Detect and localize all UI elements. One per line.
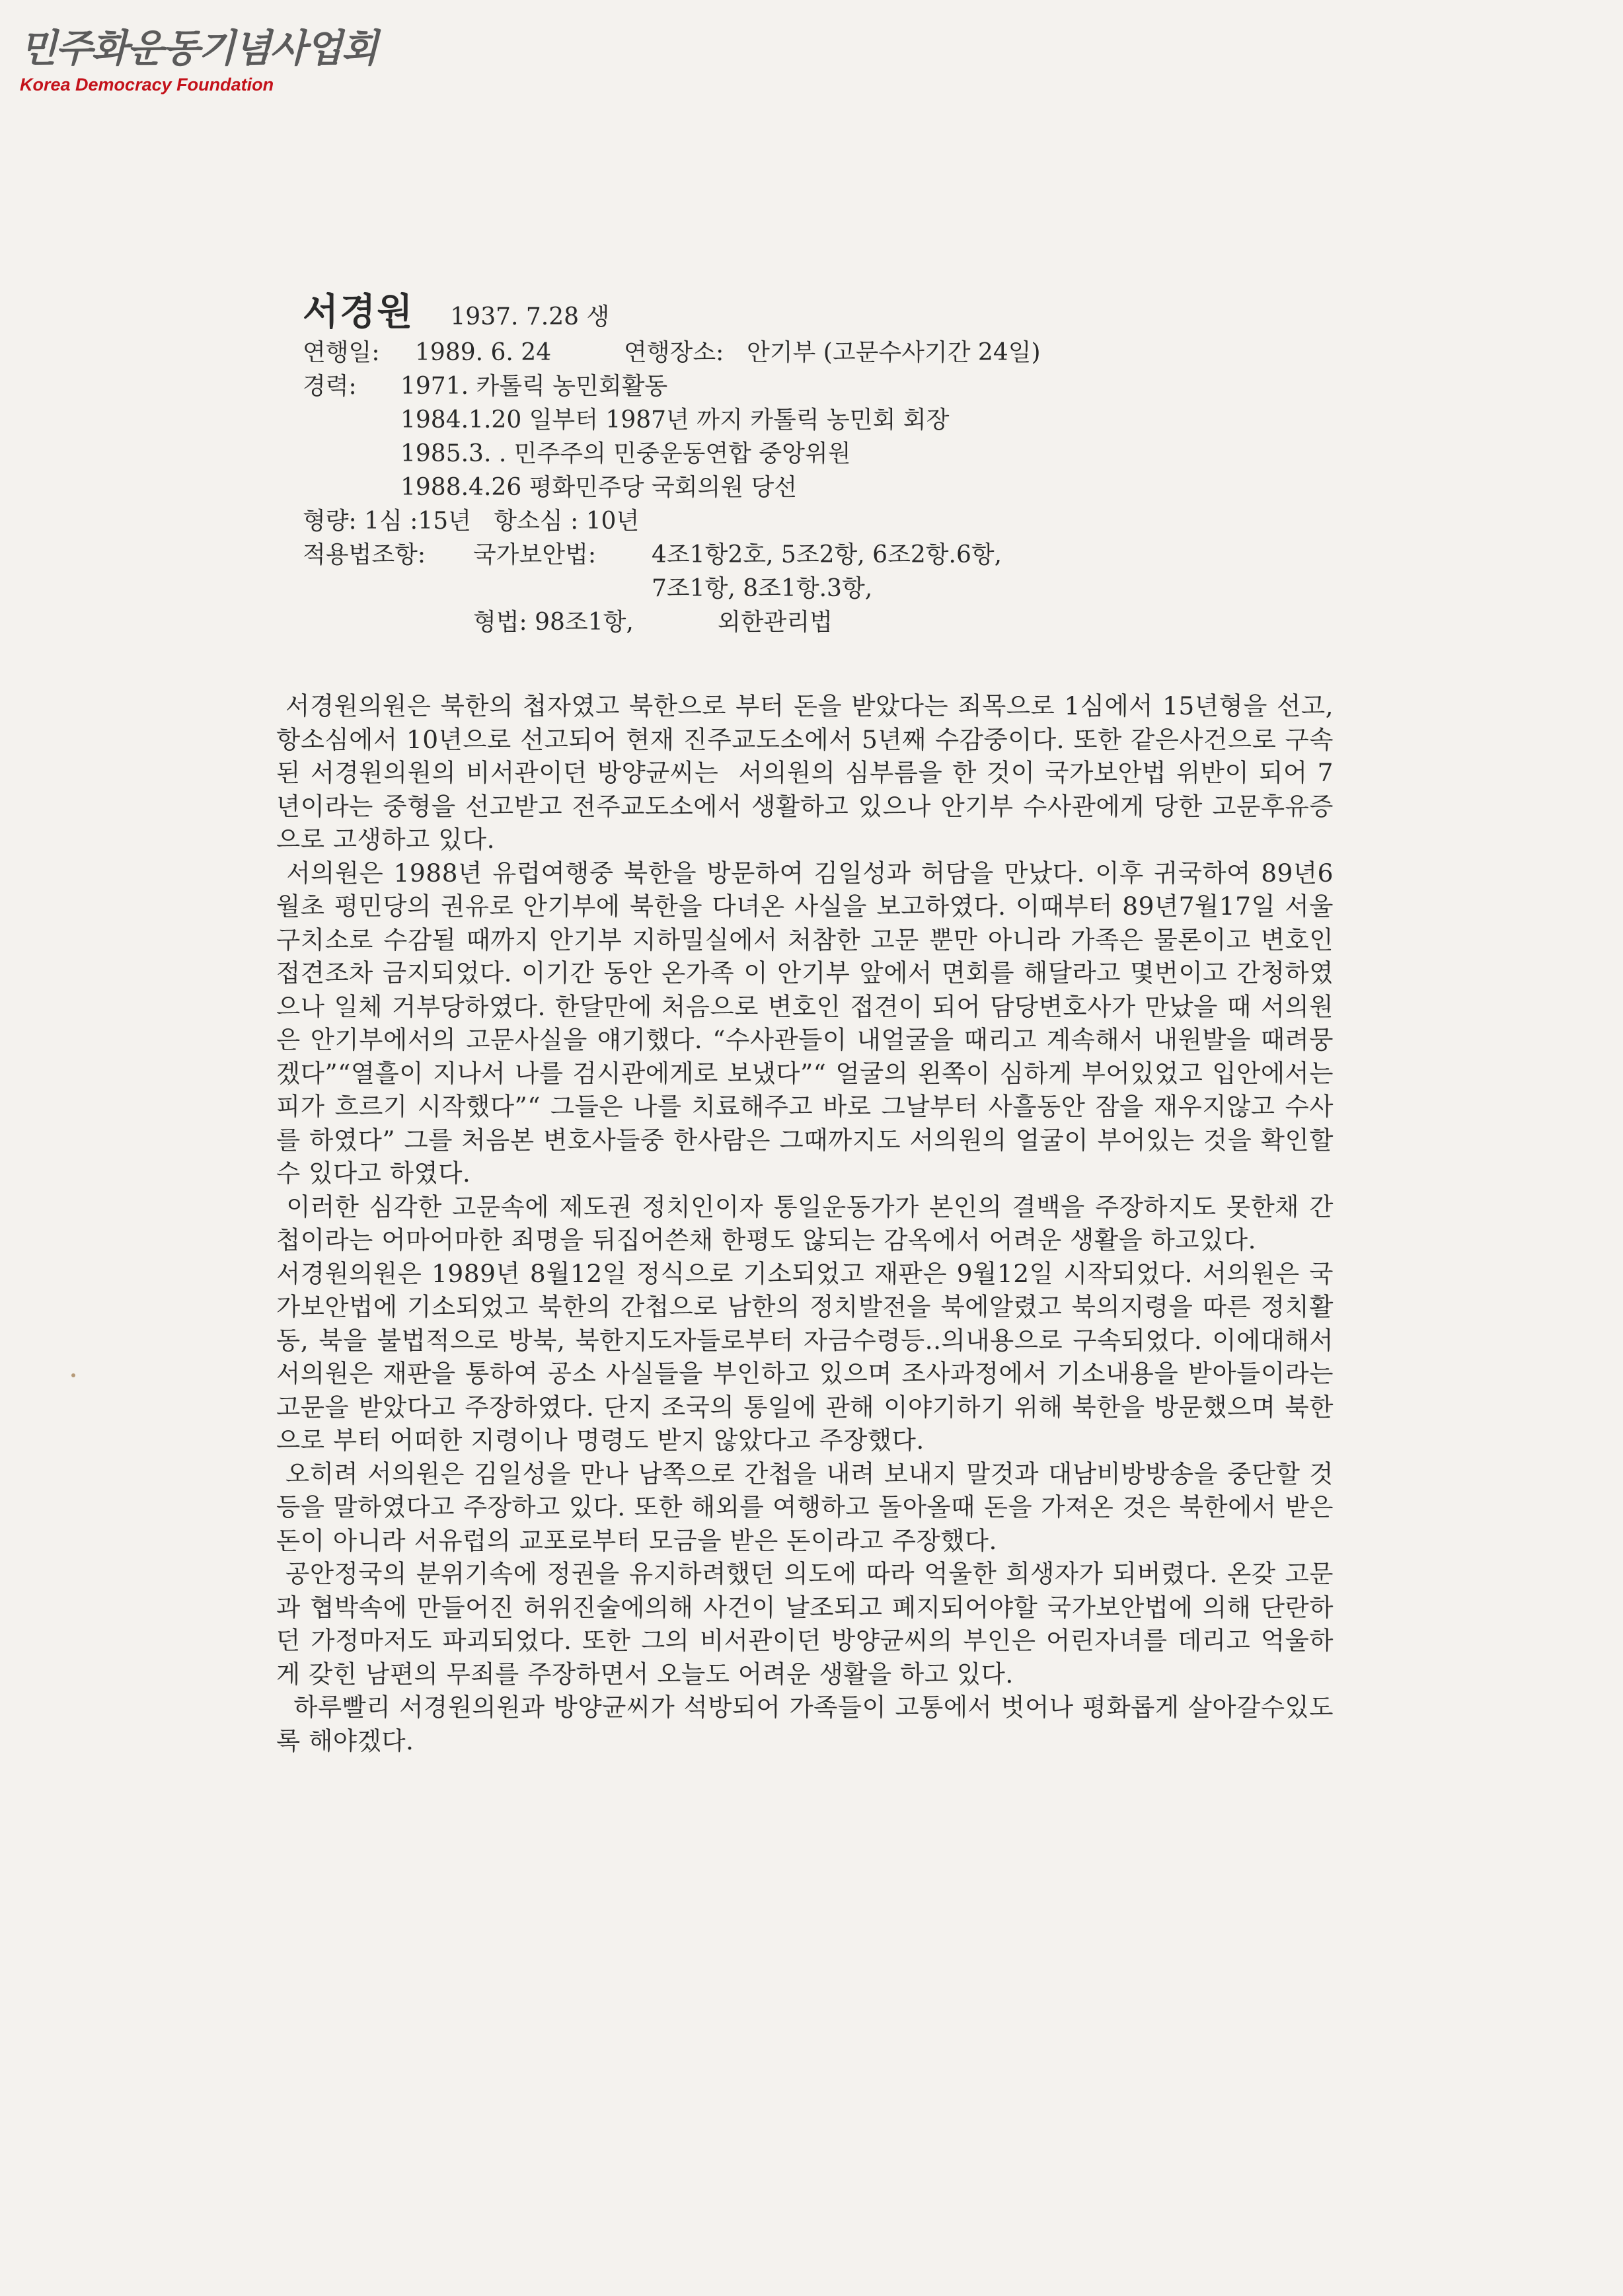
career-item: 1988.4.26 평화민주당 국회의원 당선: [400, 474, 798, 501]
document-body: [276, 689, 1342, 1757]
law-row-2: [303, 572, 1360, 605]
career-item: 1984.1.20 일부터 1987년 까지 카톨릭 농민회 회장: [400, 406, 950, 434]
career-label: 경력:: [303, 373, 357, 400]
person-name: 서경원: [303, 290, 414, 334]
sentence-row: [303, 504, 1360, 538]
career-row-4: [303, 471, 1360, 504]
paragraph: 공안정국의 분위기속에 정권을 유지하려했던 의도에 따라 억울한 희생자가 되버렸다. 온갖 고문과 협박속에 만들어진 허위진술에의해 사건이 날조되고 폐지되어야할 국가보안법에 의해 단란하던 가정마저도 파괴되었다. 또한 그의 비서관이던 방양균씨의 부인은 어린자녀를 데리고 억울하게 갖힌 남편의 무죄를 주장하면서 오늘도 어려운 생활을 하고 있다.: [276, 1559, 1334, 1689]
law-nsa-articles-1: 4조1항2호, 5조2항, 6조2항.6항,: [652, 541, 1002, 568]
career-item: 1985.3. . 민주주의 민중운동연합 중앙위원: [400, 440, 851, 467]
law-row: [303, 538, 1360, 572]
paragraph: 이러한 심각한 고문속에 제도권 정치인이자 통일운동가가 본인의 결백을 주장하지도 못한채 간첩이라는 어마어마한 죄명을 뒤집어쓴채 한평도 않되는 감옥에서 어려운 생활을 하고있다.: [276, 1192, 1334, 1254]
law-nsa-articles-2: 7조1항, 8조1항.3항,: [652, 575, 873, 602]
logo-korean-text: 민주화운동기념사업회: [20, 26, 377, 71]
arrest-place: 안기부 (고문수사기간 24일): [747, 339, 1041, 366]
law-row-3: [303, 605, 1360, 639]
paragraph: 서의원은 1988년 유럽여행중 북한을 방문하여 김일성과 허담을 만났다. 이후 귀국하여 89년6월초 평민당의 권유로 안기부에 북한을 다녀온 사실을 보고하였다. 이때부터 89년7월17일 서울구치소로 수감될 때까지 안기부 지하밀실에서 처참한 고문 뿐만 아니라 가족은 물론이고 변호인 접견조차 금지되었다. 이기간 동안 온가족 이 안기부 앞에서 면회를 해달라고 몇번이고 간청하였으나 일체 거부당하였다. 한달만에 처음으로 변호인 접견이 되어 담당변호사가 만났을 때 서의원은 안기부에서의 고문사실을 얘기했다. “수사관들이 내얼굴을 때리고 계속해서 내원발을 때려뭉겠다”“열흘이 지나서 나를 검시관에게로 보냈다”“ 얼굴의 왼쪽이 심하게 부어있었고 입안에서는 피가 흐르기 시작했다”“ 그들은 나를 치료해주고 바로 그날부터 사흘동안 잠을 재우지않고 수사를 하였다” 그를 처음본 변호사들중 한사람은 그때까지도 서의원의 얼굴이 부어있는 것을 확인할수 있다고 하였다.: [276, 858, 1342, 1188]
law-label: 적용법조항:: [303, 541, 426, 568]
career-item: 1971. 카톨릭 농민회활동: [400, 373, 668, 400]
law-criminal: 형법: 98조1항,: [473, 609, 634, 636]
foundation-logo: [20, 25, 377, 96]
arrest-place-label: 연행장소:: [624, 339, 724, 366]
paragraph: 서경원의원은 북한의 첩자였고 북한으로 부터 돈을 받았다는 죄목으로 1심에서 15년형을 선고, 항소심에서 10년으로 선고되어 현재 진주교도소에서 5년째 수감중이다. 또한 같은사건으로 구속된 서경원의원의 비서관이던 방양균씨는 서의원의 심부름을 한 것이 국가보안법 위반이 되어 7년이라는 중형을 선고받고 전주교도소에서 생활하고 있으나 안기부 수사관에게 당한 고문후유증으로 고생하고 있다.: [276, 691, 1342, 854]
arrest-date-label: 연행일:: [303, 339, 380, 366]
career-row: [303, 369, 1360, 403]
law-fx: 외한관리법: [718, 609, 833, 636]
sentence-text: 형량: 1심 :15년 항소심 : 10년: [303, 508, 640, 535]
profile-header: [303, 283, 1360, 639]
arrest-date: 1989. 6. 24: [415, 339, 552, 366]
law-nsa-label: 국가보안법:: [473, 541, 597, 568]
arrest-row: [303, 336, 1360, 369]
paper-speck: [71, 1373, 75, 1377]
paragraph: 서경원의원은 1989년 8월12일 정식으로 기소되었고 재판은 9월12일 시작되었다. 서의원은 국가보안법에 기소되었고 북한의 간첩으로 남한의 정치발전을 북에알렸고 북의지령을 따른 정치활동, 북을 불법적으로 방북, 북한지도자들로부터 자금수령등..의내용으로 구속되었다. 이에대해서 서의원은 재판을 통하여 공소 사실들을 부인하고 있으며 조사과정에서 기소내용을 받아들이라는 고문을 받았다고 주장하였다. 단지 조국의 통일에 관해 이야기하기 위해 북한을 방문했으며 북한으로 부터 어떠한 지령이나 명령도 받지 않았다고 주장했다.: [276, 1258, 1342, 1455]
career-row-2: [303, 403, 1360, 437]
career-row-3: [303, 437, 1360, 471]
paragraph: 오히려 서의원은 김일성을 만나 남쪽으로 간첩을 내려 보내지 말것과 대남비방방송을 중단할 것 등을 말하였다고 주장하고 있다. 또한 해외를 여행하고 돌아올때 돈을 가져온 것은 북한에서 받은 돈이 아니라 서유럽의 교포로부터 모금을 받은 돈이라고 주장했다.: [276, 1459, 1342, 1555]
paragraph: 하루빨리 서경원의원과 방양균씨가 석방되어 가족들이 고통에서 벗어나 평화롭게 살아갈수있도록 해야겠다.: [276, 1693, 1334, 1755]
birth-date: 1937. 7.28 생: [450, 303, 610, 330]
logo-english-text: Korea Democracy Foundation: [20, 75, 274, 95]
